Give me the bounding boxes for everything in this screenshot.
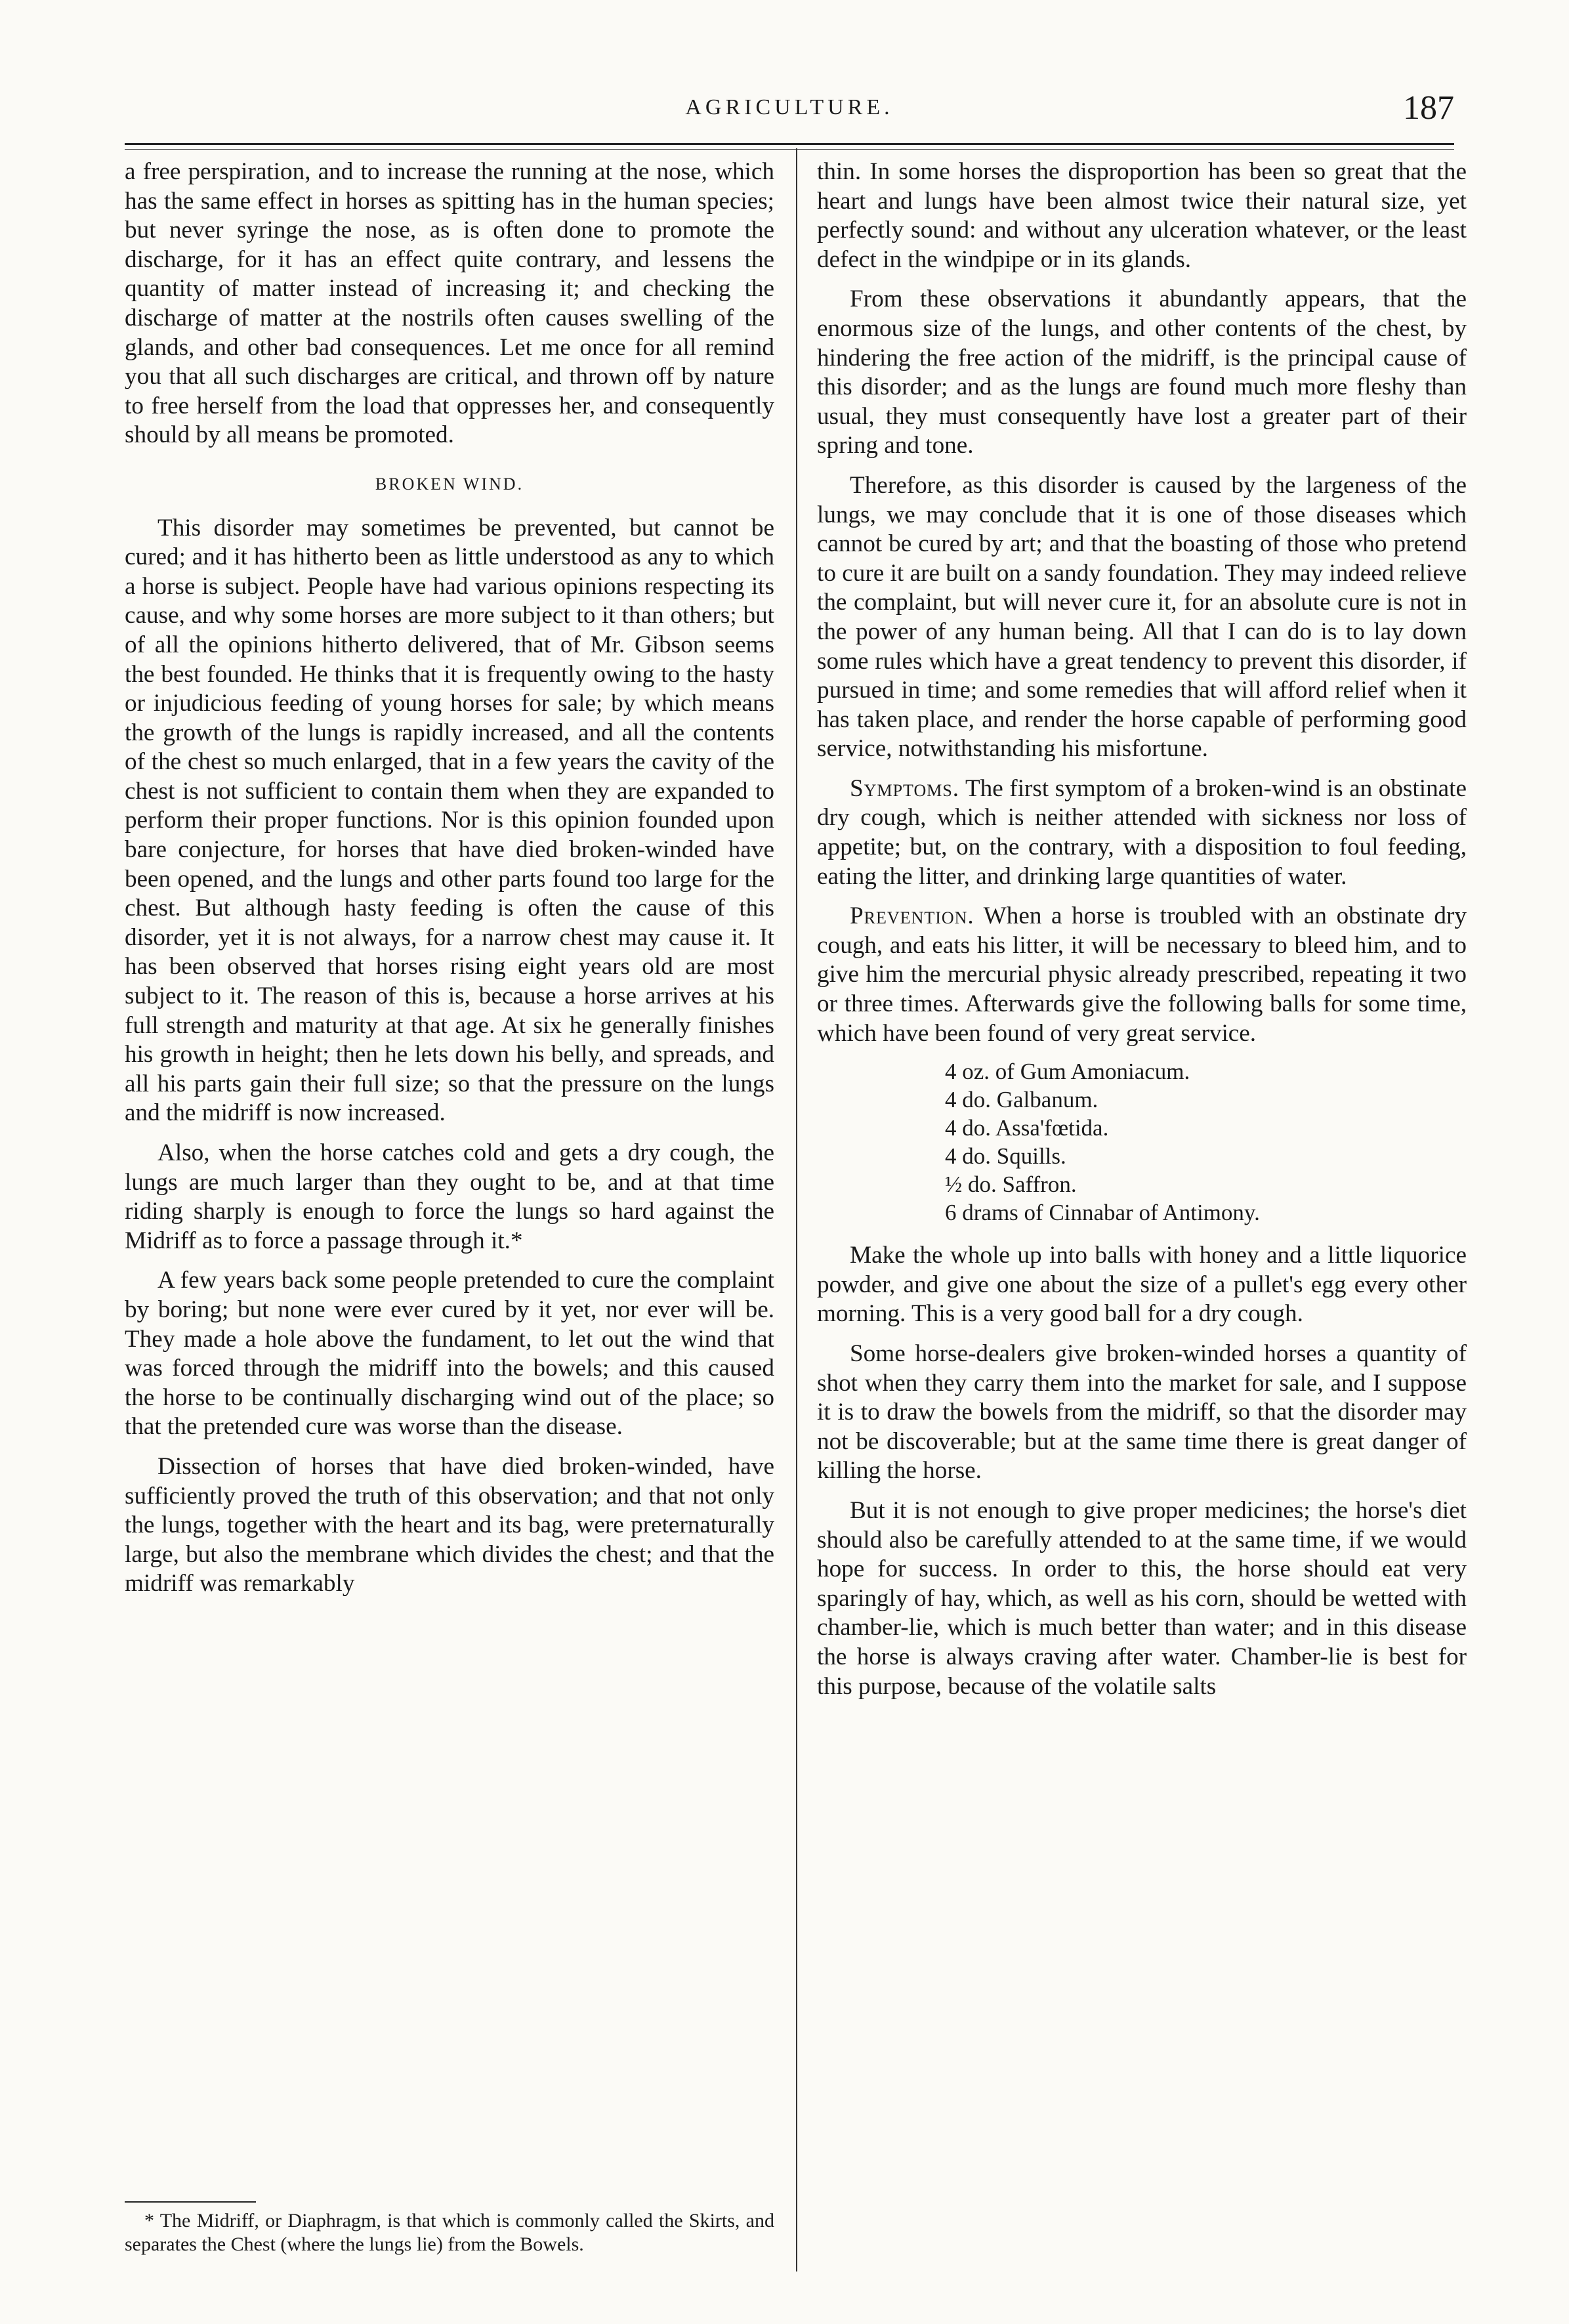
prevention-paragraph xyxy=(817,902,1467,1048)
footnote: * The Midriff, or Diaphragm, is that which is commonly called the Skirts, and separates the Chest (where the lungs lie) from the Bowels. xyxy=(125,2210,774,2255)
paragraph: Make the whole up into balls with honey and a little liquorice powder, and give one about the size of a pullet's egg every other morning. This is a very good ball for a dry cough. xyxy=(817,1242,1467,1328)
symptoms-paragraph xyxy=(817,774,1467,891)
recipe-item: 4 do. Assa'fœtida. xyxy=(945,1115,1109,1141)
running-title: AGRICULTURE. xyxy=(685,95,894,119)
paragraph: A few years back some people pretended to cure the complaint by boring; but none were ever cured by it yet, nor ever will be. They made a hole above the fundament, to let out the wind that was forced through the midriff into the bowels; and this caused the horse to be continually discharging wind out of the place; so that the pretended cure was worse than the disease. xyxy=(125,1267,774,1441)
paragraph: Some horse-dealers give broken-winded horses a quantity of shot when they carry them into the market for sale, and I suppose it is to draw the bowels from the midriff, so that the disorder may not be discoverable; but at the same time there is great danger of killing the horse. xyxy=(817,1340,1467,1485)
recipe-item: 6 drams of Cinnabar of Antimony. xyxy=(945,1200,1260,1226)
symptoms-label: Symptoms. xyxy=(850,774,960,802)
right-column xyxy=(817,158,1467,1701)
recipe-item: 4 oz. of Gum Amoniacum. xyxy=(945,1059,1190,1085)
prevention-label: Prevention. xyxy=(850,902,974,930)
symptoms-text: The first symptom of a broken-wind is an obstinate dry cough, which is neither attended with sickness nor loss of appetite; but, on the contrary, with a disposition to foul feeding, eating the litter, and drinking large quantities of water. xyxy=(817,774,1467,890)
paragraph: Also, when the horse catches cold and gets a dry cough, the lungs are much larger than they ought to be, and at that time riding sharply is enough to force the lungs so hard against the Midriff as to force a passage through it.* xyxy=(125,1139,774,1254)
left-column xyxy=(125,158,774,1599)
recipe-list xyxy=(945,1057,1467,1227)
paragraph: Therefore, as this disorder is caused by the largeness of the lungs, we may conclude that it is one of those diseases which cannot be cured by art; and that the boasting of those who pretend to cure it are built on a sandy foundation. They may indeed relieve the complaint, but will never cure it, for an absolute cure is not in the power of any human being. All that I can do is to lay down some rules which have a great tendency to prevent this disorder, if pursued in time; and some remedies that will afford relief when it has taken place, and render the horse capable of performing good service, notwithstanding his misfortune. xyxy=(817,471,1467,763)
header-rule xyxy=(125,143,1454,150)
page-number: 187 xyxy=(1403,89,1454,127)
paragraph: a free perspiration, and to increase the running at the nose, which has the same effect in horses as spitting has in the human species; but never syringe the nose, as is often done to promote the discharge, for it has an effect quite contrary, and lessens the quantity of matter instead of increasing it; and checking the discharge of matter at the nostrils often causes swelling of the glands, and other bad consequences. Let me once for all remind you that all such discharges are critical, and thrown off by nature to free herself from the load that oppresses her, and consequently should by all means be promoted. xyxy=(125,158,774,449)
prevention-text: When a horse is troubled with an obstinate dry cough, and eats his litter, it will be necessary to bleed him, and to give him the mercurial physic already prescribed, repeating it two or three times. Afterwards give the following balls for some time, which have been found of very great service. xyxy=(817,902,1467,1047)
paragraph: But it is not enough to give proper medicines; the horse's diet should also be carefully attended to at the same time, if we would hope for success. In order to this, the horse should eat very sparingly of hay, which, as well as his corn, should be wetted with chamber-lie, which is much better than water; and in this disease the horse is always craving after water. Chamber-lie is best for this purpose, because of the volatile salts xyxy=(817,1496,1467,1700)
running-head xyxy=(125,89,1454,135)
column-divider xyxy=(796,148,797,2271)
recipe-item: 4 do. Galbanum. xyxy=(945,1087,1098,1113)
paragraph: thin. In some horses the disproportion has been so great that the heart and lungs have been almost twice their natural size, yet perfectly sound: and without any ulceration whatever, or the least defect in the windpipe or in its glands. xyxy=(817,158,1467,273)
recipe-item: ½ do. Saffron. xyxy=(945,1172,1077,1198)
paragraph: This disorder may sometimes be prevented, but cannot be cured; and it has hitherto been as little understood as any to which a horse is subject. People have had various opinions respecting its cause, and why some horses are more subject to it than others; but of all the opinions hitherto delivered, that of Mr. Gibson seems the best founded. He thinks that it is frequently owing to the hasty or injudicious feeding of young horses for sale; by which means the growth of the lungs is rapidly increased, and all the contents of the chest so much enlarged, that in a few years the cavity of the chest is not sufficient to contain them when they are expanded to perform their proper functions. Nor is this opinion founded upon bare conjecture, for horses that have died broken-winded have been opened, and the lungs and other parts found too large for the chest. But although hasty feeding is often the cause of this disorder, yet it is not always, for a narrow chest may cause it. It has been observed that horses rising eight years old are most subject to it. The reason of this is, because a horse arrives at his full strength and maturity at that age. At six he generally finishes his growth in height; then he lets down his belly, and spreads, and all his parts gain their full size; so that the pressure on the lungs and the midriff is now increased. xyxy=(125,514,774,1127)
paragraph: Dissection of horses that have died broken-winded, have sufficiently proved the truth of this observation; and that not only the lungs, together with the heart and its bag, were preternaturally large, but also the membrane which divides the chest; and that the midriff was remarkably xyxy=(125,1452,774,1597)
paragraph: From these observations it abundantly appears, that the enormous size of the lungs, and other contents of the chest, by hindering the free action of the midriff, is the principal cause of this disorder; and as the lungs are found much more fleshy than usual, they must consequently have lost a greater part of their spring and tone. xyxy=(817,285,1467,459)
footnote-rule xyxy=(125,2201,256,2203)
section-heading: BROKEN WIND. xyxy=(375,474,524,494)
recipe-item: 4 do. Squills. xyxy=(945,1143,1066,1170)
